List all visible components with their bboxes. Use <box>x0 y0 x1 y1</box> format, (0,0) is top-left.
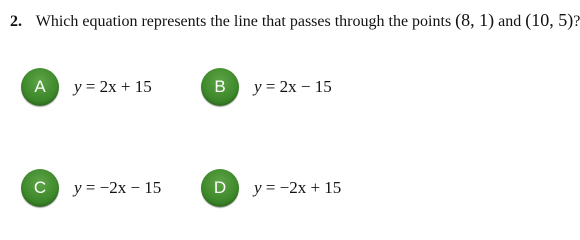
choice-a-expression: = 2x + 15 <box>81 77 152 96</box>
choice-d[interactable] <box>201 169 341 207</box>
point-two: (10, 5) <box>525 10 574 30</box>
choice-b-expression: = 2x − 15 <box>261 77 332 96</box>
choice-c-badge[interactable]: C <box>21 169 59 207</box>
question-connector: and <box>498 13 522 30</box>
question-prompt <box>10 10 580 32</box>
choice-a[interactable] <box>21 68 152 106</box>
choice-c-equation <box>74 178 161 198</box>
choice-a-variable: y <box>74 77 82 96</box>
choice-b[interactable] <box>201 68 332 106</box>
choice-a-badge[interactable]: A <box>21 68 59 106</box>
question-mark: ? <box>573 13 580 30</box>
choice-d-equation <box>254 178 341 198</box>
choice-c-variable: y <box>74 178 82 197</box>
choice-b-equation <box>254 77 332 97</box>
choice-d-expression: = −2x + 15 <box>261 178 342 197</box>
choice-d-variable: y <box>254 178 262 197</box>
question-number: 2. <box>10 13 22 30</box>
question-text: Which equation represents the line that passes through the points <box>35 13 452 30</box>
choice-b-badge[interactable]: B <box>201 68 239 106</box>
choice-c-expression: = −2x − 15 <box>81 178 162 197</box>
point-one: (8, 1) <box>455 10 495 30</box>
choice-b-variable: y <box>254 77 262 96</box>
choice-d-badge[interactable]: D <box>201 169 239 207</box>
choice-a-equation <box>74 77 152 97</box>
choice-c[interactable] <box>21 169 161 207</box>
